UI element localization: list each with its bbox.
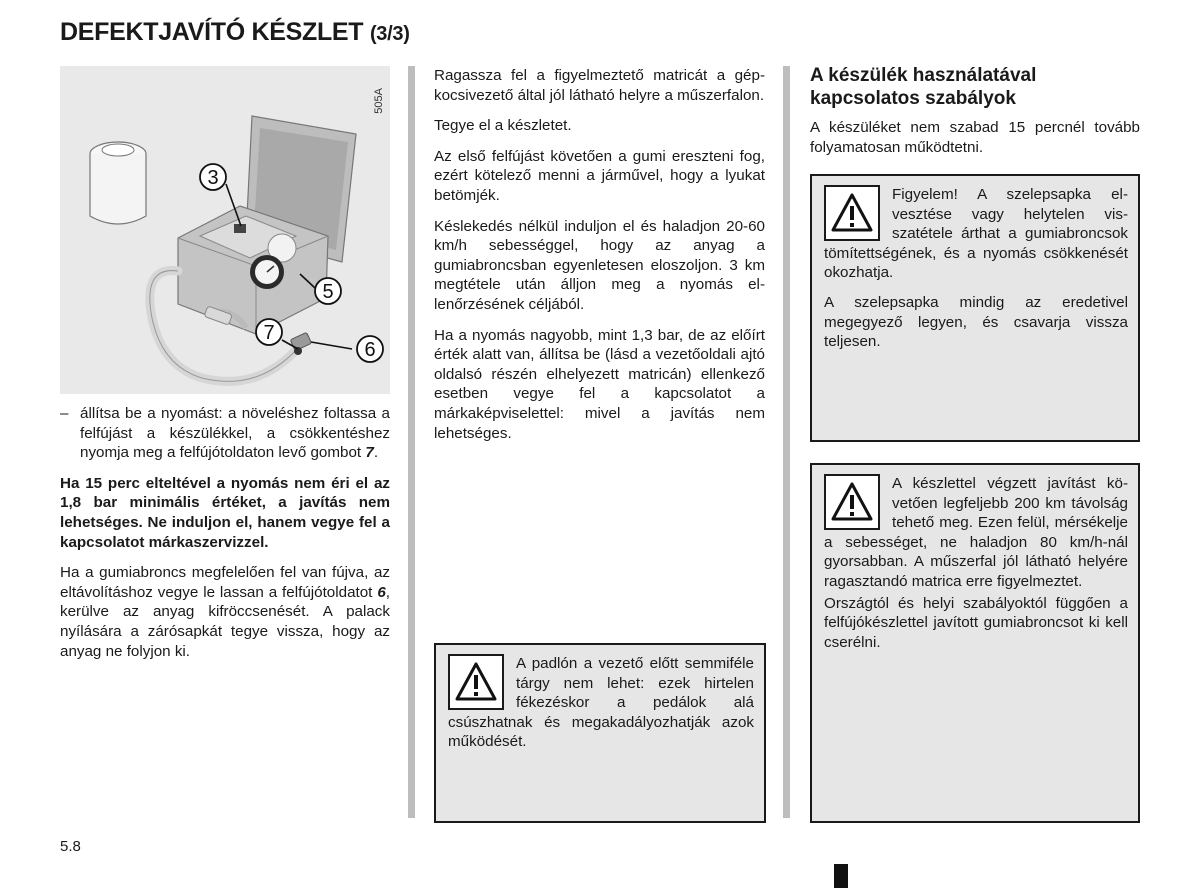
para-ref: 6 bbox=[377, 583, 386, 601]
warning-box-repair-limit bbox=[810, 463, 1140, 823]
bullet-end: . bbox=[373, 444, 379, 462]
column-left bbox=[60, 404, 390, 672]
callout-7-label: 7 bbox=[263, 322, 275, 344]
callout-5-label: 5 bbox=[322, 281, 334, 303]
callout-6-label: 6 bbox=[364, 339, 376, 361]
warning-box-valve-cap bbox=[810, 174, 1140, 442]
para-start: Ha a gumiabroncs megfelelően fel van fújva, az eltávolításhoz vegye le lassan a felfújótoldatot bbox=[60, 564, 390, 601]
paragraph: Ragassza fel a figyelmeztető matricát a gépkocsivezető által jól látható helyre a műszerfalon. bbox=[434, 67, 765, 104]
column-right bbox=[810, 64, 1140, 168]
bullet-ref: 7 bbox=[365, 444, 374, 462]
warning-text: A padlón a vezető előtt semmiféle tárgy nem lehet: ezek hirtelen fékezéskor a pedálok alá csúszhatnak és megakadályozhatják azok működését. bbox=[448, 655, 754, 751]
para-end: , kerülve az anyag kifröccsenését. A palack nyílására a zárósapkát tegye vissza, hogy az anyag ne folyjon ki. bbox=[60, 583, 390, 660]
paragraph: Tegye el a készletet. bbox=[434, 117, 572, 135]
page-title-text: DEFEKTJAVÍTÓ KÉSZLET bbox=[60, 18, 364, 46]
warning-text: A készlettel végzett javítást követően legfeljebb 200 km távolság tehető meg. Ezen felül, mérsékelje a sebességet, ne haladjon 80 km/h-nál gyorsabban. A műszerfal jól látható helyére ragasztandó matrica erre figyelmeztet. bbox=[824, 475, 1128, 590]
warning-text: Országtól és helyi szabályoktól függően a felfújókészlettel javított gumiabroncsot ki kell cserélni. bbox=[824, 594, 1128, 651]
page-title bbox=[60, 18, 410, 47]
warning-text: A szelepsapka mindig az eredetivel megegyező legyen, és csavarja vissza teljesen. bbox=[824, 293, 1128, 351]
warning-box-pedals bbox=[434, 643, 766, 823]
warning-triangle-icon bbox=[824, 185, 880, 241]
paragraph: Az első felfújást követően a gumi ereszteni fog, ezért kötelező menni a járművel, hogy a lyukat betömjék. bbox=[434, 147, 765, 204]
warning-triangle-icon bbox=[824, 474, 880, 530]
list-item bbox=[60, 404, 390, 463]
paragraph: Ha a nyomás nagyobb, mint 1,3 bar, de az előírt érték alatt van, állítsa be (lásd a vezetőoldali ajtó oldalsó részén elhelyezett matricán) ellenkező esetben vegye fel a kapcsolatot a márkaképviselettel: mivel a javítás nem lehetséges. bbox=[434, 326, 765, 442]
thumb-index-marker bbox=[834, 864, 848, 888]
bullet-content bbox=[80, 404, 390, 463]
section-heading: A készülék használatával kapcsolatos szabályok bbox=[810, 65, 1037, 109]
repair-kit-figure bbox=[60, 66, 390, 394]
column-middle bbox=[434, 66, 765, 454]
warning-text: Figyelem! A szelepsapka elvesztése vagy helytelen visszatétele árthat a gumiabroncsok tömítettségének, és a nyomás csökkenését okozhatja. bbox=[824, 186, 1128, 282]
bold-warning-paragraph: Ha 15 perc elteltével a nyomás nem éri el az 1,8 bar minimális értéket, a javítás nem lehetséges. Ne induljon el, hanem vegye fel a kapcsolatot márkaszervizzel. bbox=[60, 474, 390, 551]
column-divider bbox=[408, 66, 415, 818]
repair-kit-illustration bbox=[60, 66, 390, 394]
bullet-text: állítsa be a nyomást: a növeléshez foltassa a felfújást a készülékkel, a csökkentéshez nyomja meg a felfújótoldaton levő gombot bbox=[80, 405, 390, 462]
page-number: 5.8 bbox=[60, 838, 81, 855]
bullet-dash: – bbox=[60, 405, 69, 422]
callout-3-label: 3 bbox=[207, 167, 219, 189]
figure-code: 505A bbox=[373, 88, 385, 114]
paragraph: Késlekedés nélkül induljon el és haladjon 20-60 km/h sebességgel, hogy az anyag a gumiabroncsban egyenletesen eloszoljon. 3 km megtétele után álljon meg a nyomás ellenőrzésének céljából. bbox=[434, 217, 765, 313]
paragraph bbox=[60, 563, 390, 661]
column-divider bbox=[783, 66, 790, 818]
warning-triangle-icon bbox=[448, 654, 504, 710]
page-title-suffix: (3/3) bbox=[369, 23, 410, 45]
paragraph: A készüléket nem szabad 15 percnél tovább folyamatosan működtetni. bbox=[810, 119, 1140, 156]
